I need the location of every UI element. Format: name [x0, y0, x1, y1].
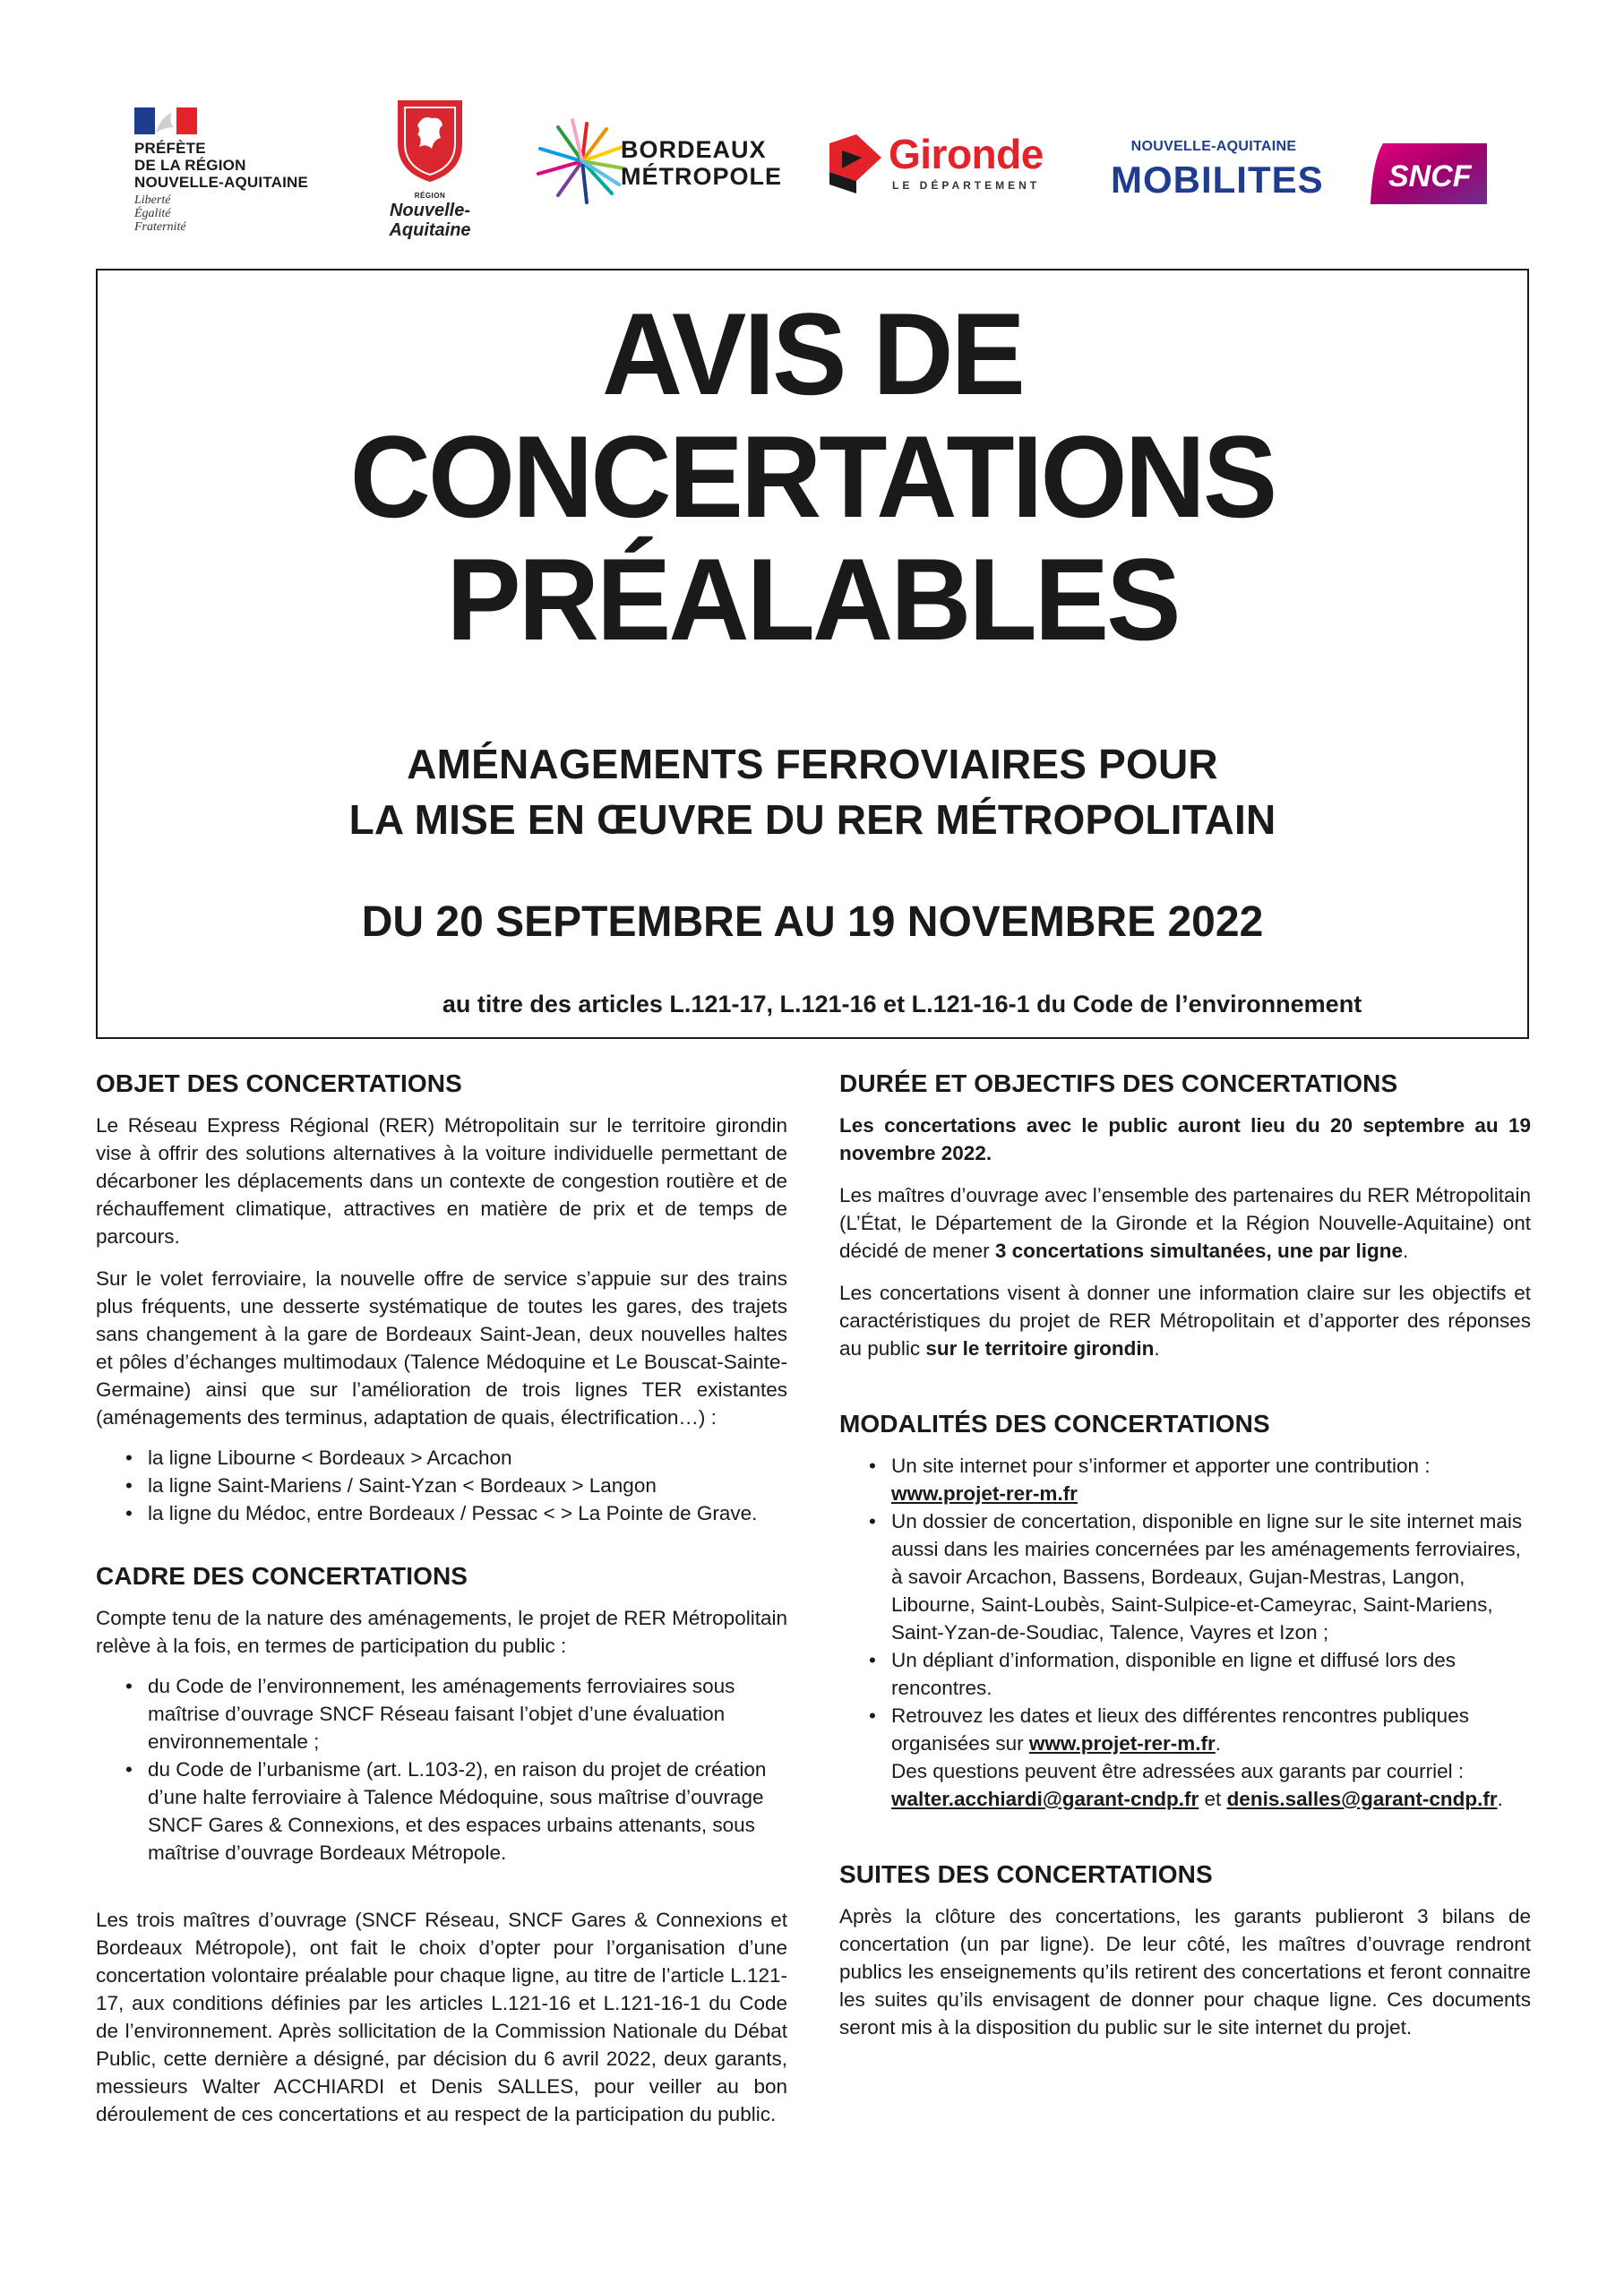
duree-paragraph-3: [839, 1279, 1531, 1362]
concertation-dates: DU 20 SEPTEMBRE AU 19 NOVEMBRE 2022: [361, 898, 1264, 946]
title-line-2: CONCERTATIONS: [349, 411, 1276, 542]
cadre-list: [96, 1672, 787, 1867]
motto-egalite: Égalité: [134, 207, 171, 220]
punctuation: .: [1497, 1788, 1503, 1810]
duree-paragraph-1: Les concertations avec le public auront lieu du 20 septembre au 19 novembre 2022.: [839, 1114, 1531, 1164]
prefete-logo: [134, 107, 340, 242]
gironde-logo: [824, 133, 1057, 204]
sncf-logo: [1371, 143, 1487, 204]
prefete-line-3: NOUVELLE-AQUITAINE: [134, 174, 309, 191]
title-line-1: AVIS DE: [602, 288, 1023, 419]
gironde-arrow-icon: [824, 133, 885, 195]
suites-heading: SUITES DES CONCERTATIONS: [839, 1860, 1213, 1888]
region-name-line-2: Aquitaine: [389, 220, 471, 240]
rer-lines-list: [96, 1444, 787, 1527]
right-column: [839, 1069, 1531, 2041]
title-line-3: PRÉALABLES: [446, 534, 1179, 665]
garant-email-acchiardi[interactable]: walter.acchiardi@garant-cndp.fr: [891, 1788, 1199, 1810]
title-box: [96, 269, 1529, 1039]
motto-liberte: Liberté: [134, 193, 171, 207]
prefete-line-1: PRÉFÈTE: [134, 140, 206, 157]
cadre-paragraph-2: Les trois maîtres d’ouvrage (SNCF Réseau, SNCF Gares & Connexions et Bordeaux Métropole), ont fait le choix d’opter pour l’organisation d’une concertation volontaire préalable pour chaque ligne, au titre de l’article L.121-17, aux conditions définies par les articles L.121-16 et L.121-16-1 du Code de l’environnement. Après sollicitation de la Commission Nationale du Débat Public, cette dernière a désigné, par décision du 6 avril 2022, deux garants, messieurs Walter ACCHIARDI et Denis SALLES, pour veiller au bon déroulement de ces concertations et au respect de la participation du public.: [96, 1909, 787, 2125]
duree-p2-end: .: [1403, 1240, 1409, 1262]
duree-p2-text: Les maîtres d’ouvrage avec l’ensemble des partenaires du RER Métropolitain (L’État, le Département de la Gironde et la Région Nouvelle-Aquitaine) ont décidé de mener: [839, 1184, 1531, 1262]
gironde-name: Gironde: [889, 131, 1044, 177]
list-item: [839, 1452, 1531, 1507]
suites-paragraph: Après la clôture des concertations, les garants publieront 3 bilans de concertation (un par ligne). De leur côté, les maîtres d’ouvrage rendront publics les enseignements qu’ils retirent des concertations et feront connaitre les suites qu’ils envisagent de donner pour chaque ligne. Ces documents seront mis à la disposition du public sur le site internet du projet.: [839, 1905, 1531, 2039]
region-nouvelle-aquitaine-logo: [376, 99, 484, 242]
list-item: • Un dépliant d’information, disponible en ligne et diffusé lors des rencontres.: [839, 1646, 1531, 1702]
prefete-motto: [134, 193, 186, 234]
list-item: • la ligne Saint-Mariens / Saint-Yzan < Bordeaux > Langon: [96, 1472, 787, 1499]
sncf-name: SNCF: [1388, 159, 1472, 193]
prefete-line-2: DE LA RÉGION: [134, 157, 246, 174]
subtitle-line-1: AMÉNAGEMENTS FERROVIAIRES POUR: [407, 741, 1218, 787]
modalites-heading: MODALITÉS DES CONCERTATIONS: [839, 1410, 1270, 1438]
mobilites-sub: NOUVELLE-AQUITAINE: [1130, 139, 1297, 154]
gironde-sub: LE DÉPARTEMENT: [892, 179, 1041, 192]
project-website-link[interactable]: www.projet-rer-m.fr: [1028, 1732, 1216, 1755]
list-item: • Un dossier de concertation, disponible en ligne sur le site internet mais aussi dans les mairies concernées par les aménagements ferroviaires, à savoir Arcachon, Bassens, Bordeaux, Gujan-Mestras, Langon, Libourne, Saint-Loubès, Saint-Sulpice-et-Cameyrac, Saint-Mariens, Saint-Yzan-de-Soudiac, Talence, Vayres et Izon ;: [839, 1507, 1531, 1646]
mobilites-name: MOBILITES: [1111, 159, 1324, 201]
conjunction: et: [1199, 1788, 1227, 1810]
list-item: • du Code de l’environnement, les aménagements ferroviaires sous maîtrise d’ouvrage SNCF Réseau faisant l’objet d’une évaluation environnementale ;: [96, 1672, 787, 1756]
marianne-flag-icon: [134, 107, 197, 134]
objet-heading: OBJET DES CONCERTATIONS: [96, 1069, 462, 1097]
region-shield-icon: [396, 99, 464, 184]
modalites-list: [839, 1452, 1531, 1813]
bdx-line-2: MÉTROPOLE: [621, 163, 783, 190]
modalites-item-4-text: Retrouvez les dates et lieux des différentes rencontres publiques organisées sur: [891, 1704, 1469, 1755]
punctuation: .: [1215, 1732, 1222, 1755]
duree-p2-bold: 3 concertations simultanées, une par ligne: [994, 1240, 1403, 1262]
objet-paragraph-1: Le Réseau Express Régional (RER) Métropolitain sur le territoire girondin vise à offrir des solutions alternatives à la voiture individuelle permettant de décarboner les déplacements dans un contexte de congestion routière et de réchauffement climatique, attractives en matière de prix et de temps de parcours.: [96, 1114, 787, 1248]
bdx-line-1: BORDEAUX: [621, 136, 767, 163]
modalites-item-1-text: Un site internet pour s’informer et apporter une contribution :: [891, 1455, 1431, 1477]
region-small-label: RÉGION: [414, 192, 446, 200]
project-website-link[interactable]: www.projet-rer-m.fr: [891, 1482, 1078, 1505]
duree-p3-bold: sur le territoire girondin: [925, 1337, 1155, 1360]
left-column: [96, 1069, 787, 2128]
subtitle-line-2: LA MISE EN ŒUVRE DU RER MÉTROPOLITAIN: [348, 796, 1276, 843]
region-name-line-1: Nouvelle-: [389, 201, 471, 220]
region-name: [376, 201, 484, 240]
prefete-text: [134, 140, 308, 191]
duree-p3-text: Les concertations visent à donner une information claire sur les objectifs et caractéristiques du projet de RER Métropolitain et d’apporter des réponses au public: [839, 1282, 1531, 1360]
objet-paragraph-2: Sur le volet ferroviaire, la nouvelle offre de service s’appuie sur des trains plus fréquents, une desserte systématique de toutes les gares, des trajets sans changement à la gare de Bordeaux Saint-Jean, deux nouvelles haltes et pôles d’échanges multimodaux (Talence Médoquine et Le Bouscat-Sainte-Germaine) ainsi que sur l’amélioration de trois lignes TER existantes (aménagements des terminus, adaptation de quais, électrification…) :: [96, 1267, 787, 1429]
garant-email-salles[interactable]: denis.salles@garant-cndp.fr: [1226, 1788, 1498, 1810]
list-item: [839, 1702, 1531, 1813]
cadre-paragraph-1: Compte tenu de la nature des aménagements, le projet de RER Métropolitain relève à la fois, en termes de participation du public :: [96, 1607, 787, 1657]
mobilites-logo: [1111, 139, 1326, 210]
bordeaux-metropole-logo: [533, 116, 783, 206]
starburst-icon: [533, 116, 632, 206]
duree-heading: DURÉE ET OBJECTIFS DES CONCERTATIONS: [839, 1069, 1398, 1097]
duree-paragraph-2: [839, 1181, 1531, 1265]
bordeaux-metropole-text: [621, 136, 782, 190]
list-item: • du Code de l’urbanisme (art. L.103-2), en raison du projet de création d’une halte ferroviaire à Talence Médoquine, sous maîtrise d’ouvrage SNCF Gares & Connexions, et des espaces urbains attenants, sous maîtrise d’ouvrage Bordeaux Métropole.: [96, 1756, 787, 1867]
list-item: • la ligne du Médoc, entre Bordeaux / Pessac < > La Pointe de Grave.: [96, 1499, 787, 1527]
duree-p3-end: .: [1154, 1337, 1160, 1360]
legal-reference: au titre des articles L.121-17, L.121-16 et L.121-16-1 du Code de l’environnement: [442, 991, 1362, 1017]
cadre-heading: CADRE DES CONCERTATIONS: [96, 1562, 468, 1590]
list-item: • la ligne Libourne < Bordeaux > Arcachon: [96, 1444, 787, 1472]
modalites-item-4-contact: Des questions peuvent être adressées aux garants par courriel :: [891, 1760, 1465, 1782]
motto-fraternite: Fraternité: [134, 220, 186, 234]
